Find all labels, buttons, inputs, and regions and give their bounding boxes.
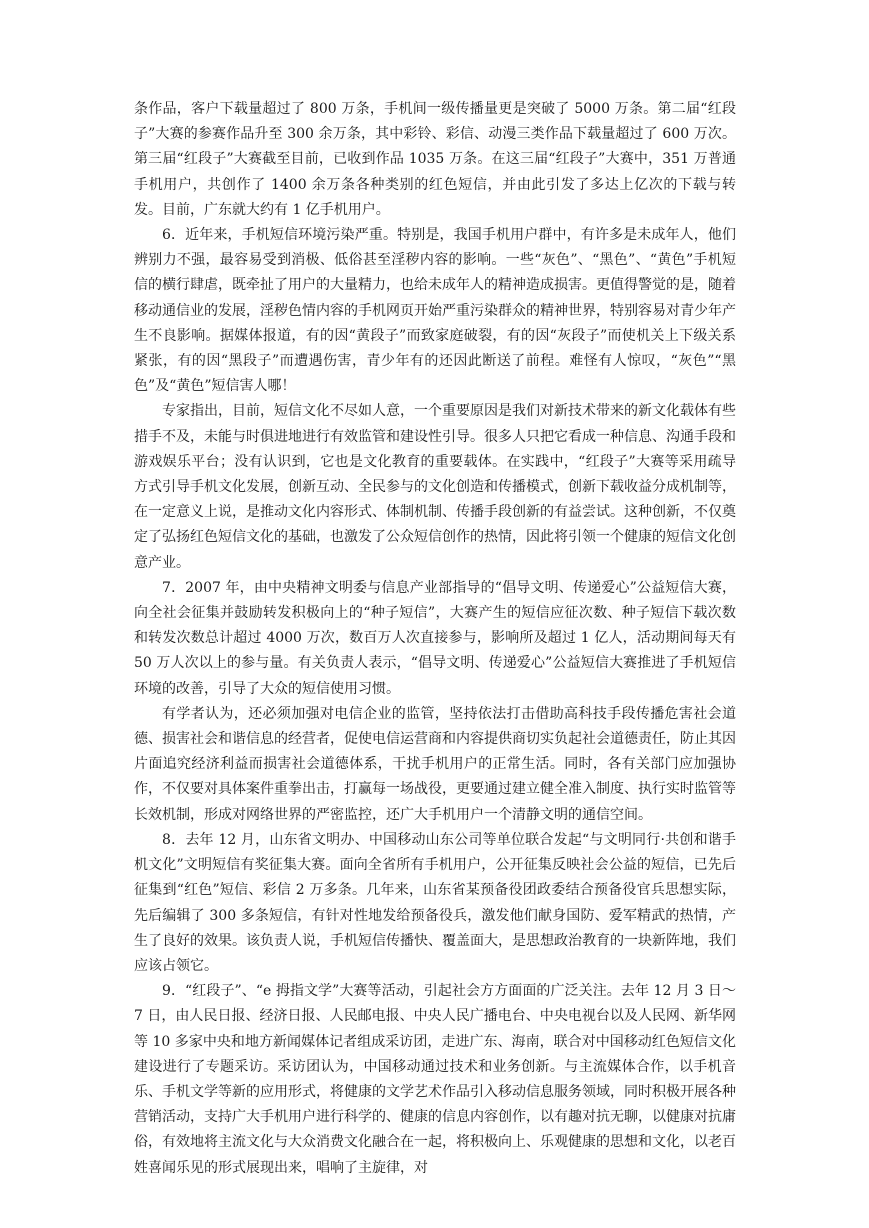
document-body [134, 97, 736, 1181]
paragraph-7: 9．“红段子”、“e 拇指文学”大赛等活动，引起社会方方面面的广泛关注。去年 12 月 3 日～7 日，由人民日报、经济日报、人民邮电报、中央人民广播电台、中央电视台以及人民网、新华网等 10 多家中央和地方新闻媒体记者组成采访团，走进广东、海南，联合对中国移动红色短信文化建设进行了专题采访。采访团认为，中国移动通过技术和业务创新。与主流媒体合作，以手机音乐、手机文学等新的应用形式，将健康的文学艺术作品引入移动信息服务领域，同时积极开展各种营销活动，支持广大手机用户进行科学的、健康的信息内容创作，以有趣对抗无聊，以健康对抗庸俗，有效地将主流文化与大众消费文化融合在一起，将积极向上、乐观健康的思想和文化，以老百姓喜闻乐见的形式展现出来，唱响了主旋律，对 [134, 983, 736, 1176]
paragraph-2: 6．近年来，手机短信环境污染严重。特别是，我国手机用户群中，有许多是未成年人，他们辨别力不强，最容易受到消极、低俗甚至淫秽内容的影响。一些“灰色”、“黑色”、“黄色”手机短信的横行肆虐，既牵扯了用户的大量精力，也给未成年人的精神造成损害。更值得警觉的是，随着移动通信业的发展，淫秽色情内容的手机网页开始严重污染群众的精神世界，特别容易对青少年产生不良影响。据媒体报道，有的因“黄段子”而致家庭破裂，有的因“灰段子”而使机关上下级关系紧张，有的因“黑段子”而遭遇伤害，青少年有的还因此断送了前程。难怪有人惊叹，“灰色”“黑色”及“黄色”短信害人哪！ [134, 227, 736, 395]
paragraph-6: 8．去年 12 月，山东省文明办、中国移动山东公司等单位联合发起“与文明同行·共创和谐手机文化”文明短信有奖征集大赛。面向全省所有手机用户，公开征集反映社会公益的短信，已先后征集到“红色”短信、彩信 2 万多条。几年来，山东省某预备役团政委结合预备役官兵思想实际，先后编辑了 300 多条短信，有针对性地发给预备役兵，激发他们献身国防、爱军精武的热情，产生了良好的效果。该负责人说，手机短信传播快、覆盖面大，是思想政治教育的一块新阵地，我们应该占领它。 [134, 831, 736, 974]
paragraph-5: 有学者认为，还必须加强对电信企业的监管，坚持依法打击借助高科技手段传播危害社会道德、损害社会和谐信息的经营者，促使电信运营商和内容提供商切实负起社会道德责任，防止其因片面追究经济利益而损害社会道德体系，干扰手机用户的正常生活。同时，各有关部门应加强协作，不仅要对具体案件重拳出击，打赢每一场战役，更要通过建立健全准入制度、执行实时监管等长效机制，形成对网络世界的严密监控，还广大手机用户一个清静文明的通信空间。 [134, 705, 736, 823]
paragraph-3: 专家指出，目前，短信文化不尽如人意，一个重要原因是我们对新技术带来的新文化载体有些措手不及，未能与时俱进地进行有效监管和建设性引导。很多人只把它看成一种信息、沟通手段和游戏娱乐平台；没有认识到，它也是文化教育的重要载体。在实践中，“红段子”大赛等采用疏导方式引导手机文化发展，创新互动、全民参与的文化创造和传播模式，创新下载收益分成机制等，在一定意义上说，是推动文化内容形式、体制机制、传播手段创新的有益尝试。这种创新，不仅奠定了弘扬红色短信文化的基础，也激发了公众短信创作的热情，因此将引领一个健康的短信文化创意产业。 [134, 403, 736, 571]
paragraph-4: 7．2007 年，由中央精神文明委与信息产业部指导的“倡导文明、传递爱心”公益短信大赛，向全社会征集并鼓励转发积极向上的“种子短信”，大赛产生的短信应征次数、种子短信下载次数和转发次数总计超过 4000 万次，数百万人次直接参与，影响所及超过 1 亿人，活动期间每天有 50 万人次以上的参与量。有关负责人表示，“倡导文明、传递爱心”公益短信大赛推进了手机短信环境的改善，引导了大众的短信使用习惯。 [134, 579, 736, 697]
paragraph-1: 条作品，客户下载量超过了 800 万条，手机间一级传播量更是突破了 5000 万条。第二届“红段子”大赛的参赛作品升至 300 余万条，其中彩铃、彩信、动漫三类作品下载量超过了 600 万次。第三届“红段子”大赛截至目前，已收到作品 1035 万条。在这三届“红段子”大赛中，351 万普通手机用户，共创作了 1400 余万条各种类别的红色短信，并由此引发了多达上亿次的下载与转发。目前，广东就大约有 1 亿手机用户。 [134, 101, 736, 218]
